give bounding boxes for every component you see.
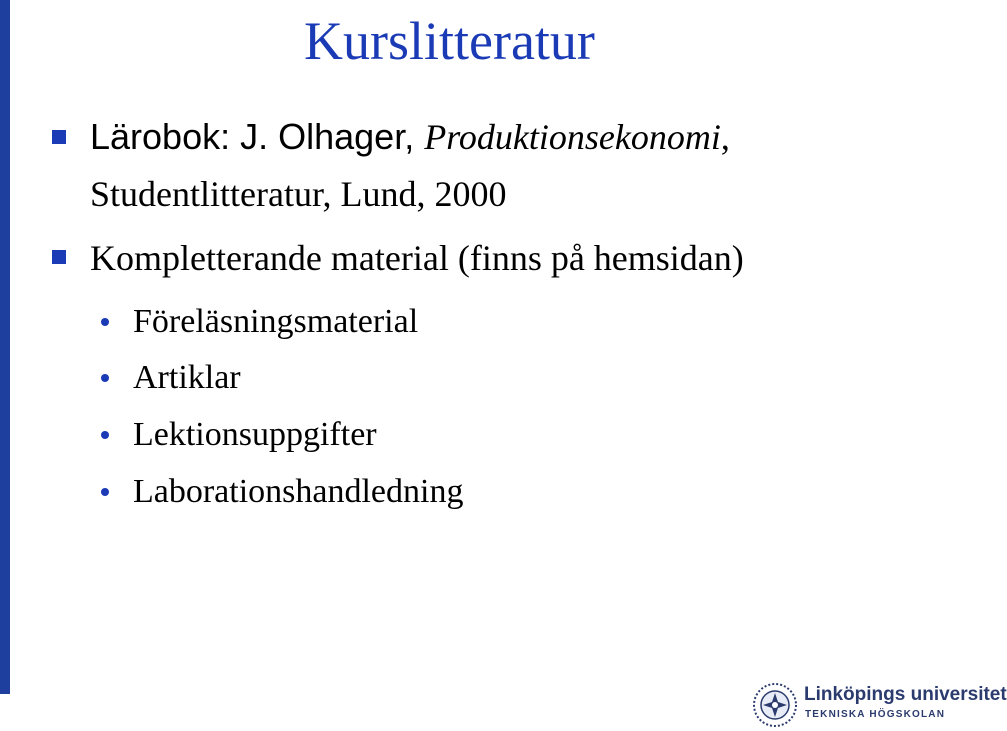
university-seal-icon [752, 682, 798, 728]
sub-item-lab-manual: Laborationshandledning [133, 473, 464, 510]
square-bullet-icon [52, 250, 66, 264]
round-bullet-icon [101, 318, 109, 326]
logo-faculty-name: TEKNISKA HÖGSKOLAN [805, 709, 946, 720]
square-bullet-icon [52, 130, 66, 144]
round-bullet-icon [101, 374, 109, 382]
round-bullet-icon [101, 431, 109, 439]
bullet-textbook-comma: , [720, 117, 730, 157]
bullet-supplementary-material: Kompletterande material (finns på hemsidan) [90, 238, 744, 278]
bullet-textbook-prefix: Lärobok: J. Olhager, [90, 116, 425, 157]
sub-item-articles: Artiklar [133, 359, 241, 396]
sub-item-lecture-material: Föreläsningsmaterial [133, 303, 419, 340]
sub-item-exercises: Lektionsuppgifter [133, 416, 377, 453]
slide-title: Kurslitteratur [304, 11, 595, 71]
round-bullet-icon [101, 488, 109, 496]
logo-university-name: Linköpings universitet [804, 684, 1007, 705]
bullet-textbook-line1 [90, 115, 730, 159]
bullet-textbook-line2: Studentlitteratur, Lund, 2000 [90, 174, 507, 214]
university-logo [752, 682, 1007, 728]
bullet-textbook-book-title: Produktionsekonomi [424, 117, 721, 157]
